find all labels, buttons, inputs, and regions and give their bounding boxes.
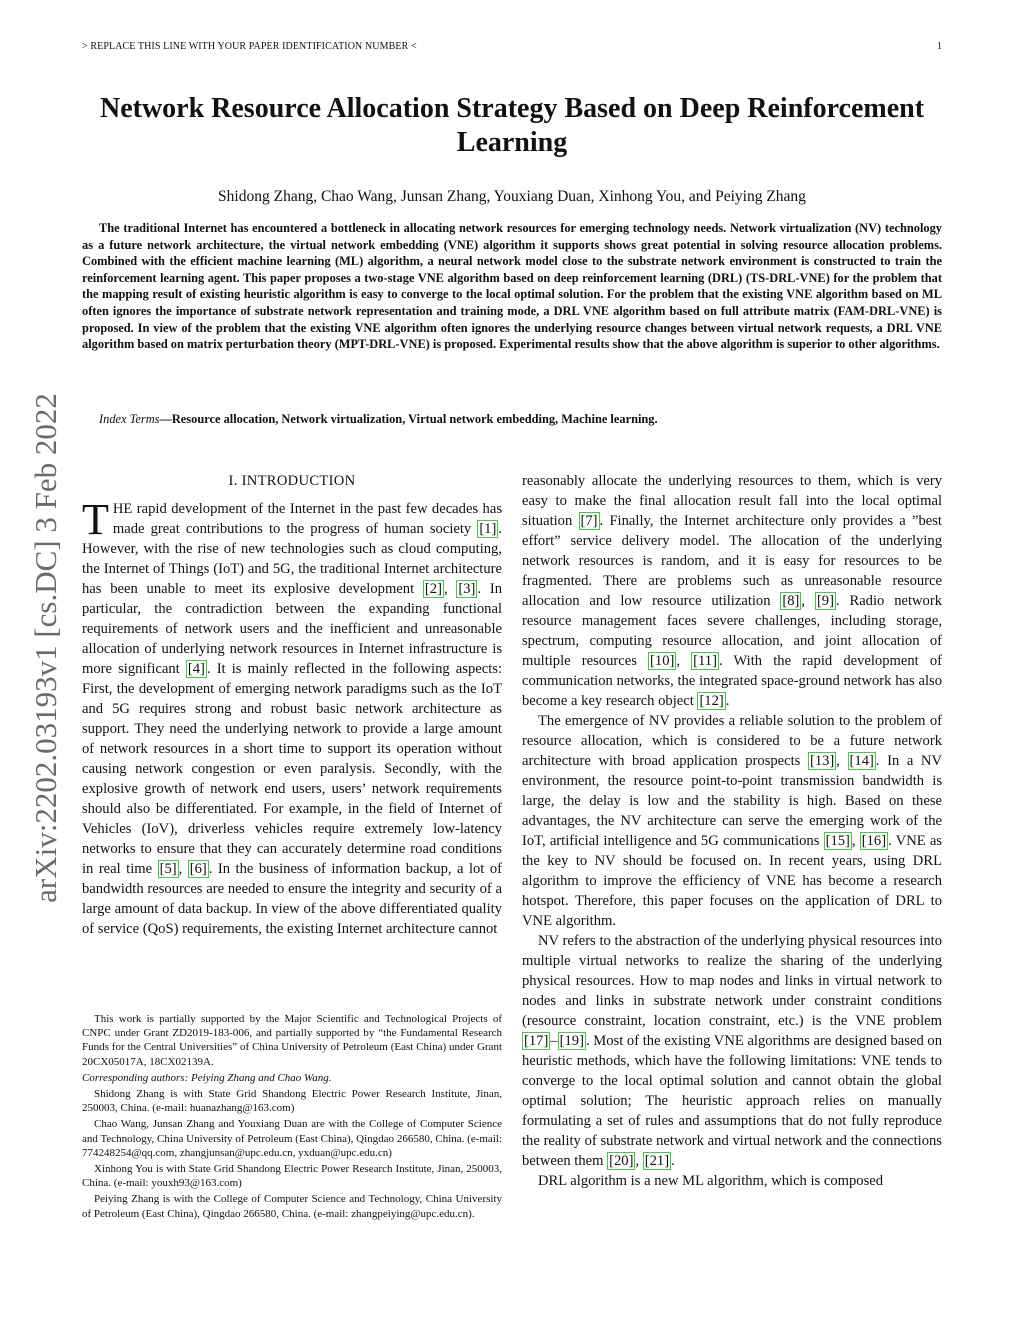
paragraph: reasonably allocate the underlying resources to them, which is very easy to make the final allocation result fall into the local optimal situation [7] . Finally, the Internet architecture only provides a ”best effort” service delivery model. The allocation of the underlying network resources is random, and it is easy for resources to be fragmented. There are problems such as unreasonable resource allocation and low resource utilization [8] , [9] . Radio network resource management faces severe challenges, including storage, spectrum, computing resource allocation, and joint allocation of multiple resources [10] , [11] . With the rapid development of communication networks, the integrated space-ground network has also become a key research object [12] . — [522, 473, 943, 709]
footnote-corresponding: Corresponding authors: Peiying Zhang and Chao Wang. — [82, 1071, 332, 1084]
citation-link[interactable]: [8] — [782, 593, 800, 609]
index-terms-text: —Resource allocation, Network virtualization, Virtual network embedding, Machine learning. — [159, 412, 658, 426]
citation-link[interactable]: [1] — [479, 521, 497, 537]
citation-link[interactable]: [2] — [424, 581, 442, 597]
footnote-affiliation: Chao Wang, Junsan Zhang and Youxiang Duan are with the College of Computer Science and Technology, China University of Petroleum (East China), Qingdao 266580, China. (e-mail: 774248254@qq.com, zhangjunsan@upc.edu.cn, yxduan@upc.edu.cn) — [82, 1118, 502, 1159]
left-column — [82, 471, 502, 939]
page-number: 1 — [937, 41, 942, 52]
index-terms-label: Index Terms — [99, 412, 160, 426]
citation-link[interactable]: [4] — [187, 661, 205, 677]
citation-link[interactable]: [16] — [861, 833, 887, 849]
citation-link[interactable]: [11] — [693, 653, 717, 669]
citation-link[interactable]: [20] — [609, 1153, 634, 1169]
footnotes — [82, 1012, 502, 1223]
citation-link[interactable]: [19] — [559, 1033, 584, 1049]
footnote-affiliation: Xinhong You is with State Grid Shandong Electric Power Research Institute, Jinan, 250003, China. (e-mail: youxh93@163.com) — [82, 1163, 502, 1190]
footnote-affiliation: Shidong Zhang is with State Grid Shandong Electric Power Research Institute, Jinan, 250003, China. (e-mail: huanazhang@163.com) — [82, 1088, 502, 1115]
paragraph: DRL algorithm is a new ML algorithm, which is composed — [538, 1173, 884, 1189]
arxiv-stamp: arXiv:2202.03193v1 [cs.DC] 3 Feb 2022 — [28, 393, 63, 903]
paper-title: Network Resource Allocation Strategy Based on Deep Reinforcement Learning — [99, 93, 925, 158]
right-column — [522, 471, 942, 1191]
citation-link[interactable]: [17] — [524, 1033, 549, 1049]
paragraph: The emergence of NV provides a reliable solution to the problem of resource allocation, which is considered to be a future network architecture with broad application prospects [13] , [14] . In a NV environment, the resource point-to-point transmission bandwidth is large, the delay is low and the stability is high. Based on these advantages, the NV architecture can serve the emerging work of the IoT, artificial intelligence and 5G communications [15] , [16] . VNE as the key to NV should be focused on. In recent years, using DRL algorithm to improve the efficiency of VNE has become a research hotspot. Therefore, this paper focuses on the application of DRL to VNE algorithm. — [522, 713, 942, 929]
running-header: > REPLACE THIS LINE WITH YOUR PAPER IDENTIFICATION NUMBER < — [82, 41, 417, 52]
dropcap: T — [82, 495, 109, 544]
paragraph: THE rapid development of the Internet in the past few decades has made great contributions to the progress of human society [1] . However, with the rise of new technologies such as cloud computing, the Internet of Things (IoT) and 5G, the traditional Internet architecture has been unable to meet its explosive development [2] , [3] . In particular, the contradiction between the expanding functional requirements of network users and the inefficient and unreasonable allocation of underlying network resources in Internet infrastructure is more significant [4] . It is mainly reflected in the following aspects: First, the development of emerging network paradigms such as the IoT and 5G requires strong and robust basic network architecture as support. They need the underlying network to provide a large amount of network resources in a short time to support its operation without causing network congestion or even paralysis. Secondly, with the explosive growth of network end users, users’ network requirements should also be differentiated. For example, in the field of Internet of Vehicles (IoV), driverless vehicles require extremely low-latency networks to ensure that they can accurately determine road conditions in real time [5] , [6] . In the business of information backup, a lot of bandwidth resources are needed to ensure the integrity and security of a large amount of data backup. In view of the above differentiated quality of service (QoS) requirements, the existing Internet architecture cannot — [82, 495, 503, 937]
abstract: The traditional Internet has encountered a bottleneck in allocating network resources for emerging technology needs. Network virtualization (NV) technology as a future network architecture, the virtual network embedding (VNE) algorithm it supports shows great potential in solving resource allocation problems. Combined with the efficient machine learning (ML) algorithm, a neural network model close to the substrate network environment is constructed to train the reinforcement learning agent. This paper proposes a two-stage VNE algorithm based on deep reinforcement learning (DRL) (TS-DRL-VNE) for the problem that the mapping result of existing heuristic algorithm is easy to converge to the local optimal solution. For the problem that the existing VNE algorithm based on ML often ignores the importance of substrate network representation and training mode, a DRL VNE algorithm based on full attribute matrix (FAM-DRL-VNE) is proposed. In view of the problem that the existing VNE algorithm often ignores the underlying resource changes between virtual network requests, a DRL VNE algorithm based on matrix perturbation theory (MPT-DRL-VNE) is proposed. Experimental results show that the above algorithm is superior to other algorithms. — [82, 221, 942, 352]
citation-link[interactable]: [9] — [816, 593, 834, 609]
footnote-affiliation: Peiying Zhang is with the College of Computer Science and Technology, China University of Petroleum (East China), Qingdao 266580, China. (e-mail: zhangpeiying@upc.edu.cn). — [82, 1193, 502, 1220]
author-list: Shidong Zhang, Chao Wang, Junsan Zhang, Youxiang Duan, Xinhong You, and Peiying Zhang — [218, 188, 806, 205]
citation-link[interactable]: [12] — [699, 693, 724, 709]
citation-link[interactable]: [10] — [650, 653, 675, 669]
citation-link[interactable]: [6] — [189, 861, 207, 877]
index-terms — [82, 412, 942, 427]
citation-link[interactable]: [13] — [809, 753, 835, 769]
paragraph: NV refers to the abstraction of the underlying physical resources into multiple virtual networks to realize the sharing of the underlying physical resources. How to map nodes and links in virtual network to nodes and links in substrate network under constraint conditions (resource constraint, location constraint, etc.) is the VNE problem [17] – [19] . Most of the existing VNE algorithms are designed based on heuristic methods, which have the following limitations: VNE tends to converge to the local optimal solution and cannot obtain the global optimal solution; The heuristic approach relies on manually formulating a set of rules and assumptions that do not fully reproduce the reality of substrate network and virtual network and the connections between them [20] , [21] . — [522, 933, 942, 1169]
footnote-support: This work is partially supported by the Major Scientific and Technological Projects of CNPC under Grant ZD2019-183-006, and partially supported by “the Fundamental Research Funds for the Central Universities” of China University of Petroleum (East China) under Grant 20CX05017A, 18CX02139A. — [82, 1013, 502, 1068]
citation-link[interactable]: [21] — [644, 1153, 670, 1169]
section-heading: I. INTRODUCTION — [228, 473, 356, 489]
citation-link[interactable]: [5] — [159, 861, 177, 877]
citation-link[interactable]: [3] — [458, 581, 476, 597]
citation-link[interactable]: [15] — [825, 833, 850, 849]
citation-link[interactable]: [7] — [580, 513, 598, 529]
citation-link[interactable]: [14] — [849, 753, 874, 769]
